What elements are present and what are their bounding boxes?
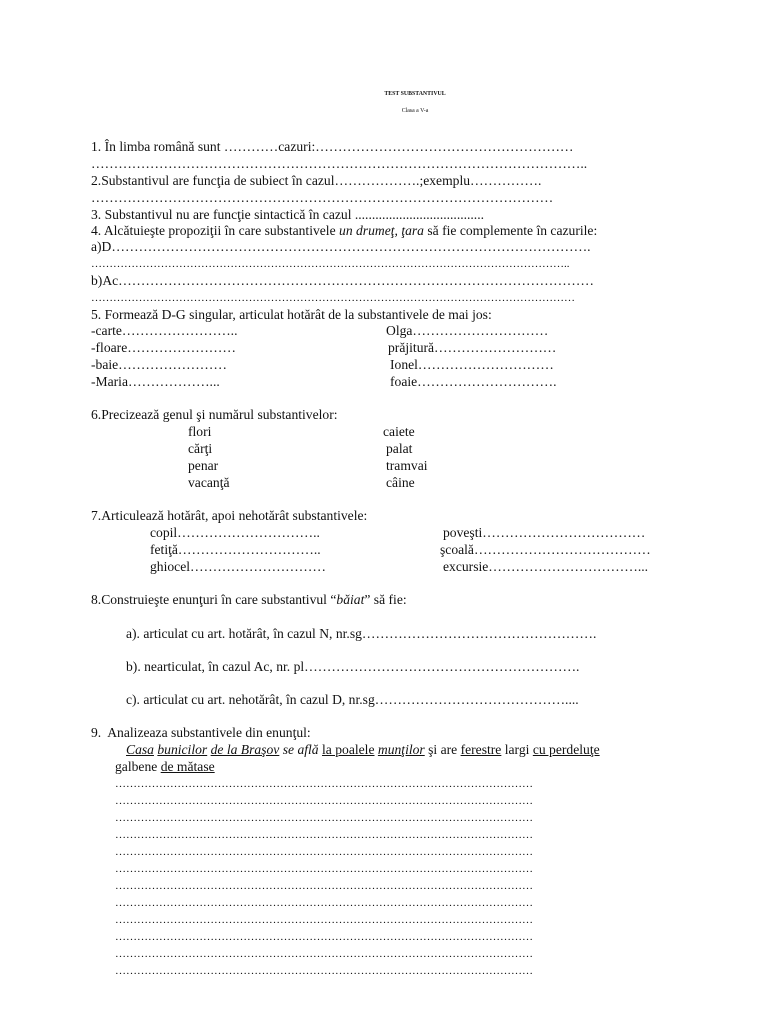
- q7-right-item: poveşti………………………………: [443, 525, 646, 540]
- q9-word: şi are: [428, 742, 458, 757]
- q9-answer-line: ……………………………………………………………………………………………………: [115, 795, 533, 807]
- q6-right-item: caiete: [383, 424, 415, 439]
- q9-word: se află: [282, 742, 319, 757]
- q5-left-item: -Maria………………...: [91, 374, 220, 389]
- q9-answer-line: ……………………………………………………………………………………………………: [115, 965, 533, 977]
- question-4-line: [91, 223, 597, 239]
- question-6-title: 6.Precizează genul şi numărul substantivelor:: [91, 407, 338, 422]
- question-4-suffix: să fie complemente în cazurile:: [423, 223, 598, 238]
- question-2-line: 2.Substantivul are funcţia de subiect în cazul……………….;exemplu…………….: [91, 173, 542, 188]
- question-4-words: un drumeţ, ţara: [339, 223, 424, 238]
- question-4-b-line: b)Ac……………………………………………………………………………………………: [91, 273, 594, 288]
- q9-sentence-line-2: [115, 759, 215, 775]
- question-8-suffix: ” să fie:: [364, 592, 407, 607]
- q9-answer-line: ……………………………………………………………………………………………………: [115, 829, 533, 841]
- q9-word: largi: [504, 742, 530, 757]
- q7-right-item: şcoală…………………………………: [440, 542, 651, 557]
- q7-left-item: fetiţă…………………………..: [150, 542, 321, 557]
- q9-answer-line: ……………………………………………………………………………………………………: [115, 778, 533, 790]
- q6-left-item: cărţi: [188, 441, 213, 456]
- q9-answer-line: ……………………………………………………………………………………………………: [115, 812, 533, 824]
- q9-answer-line: ……………………………………………………………………………………………………: [115, 914, 533, 926]
- q6-left-item: flori: [188, 424, 212, 439]
- question-1-line: 1. În limba română sunt …………cazuri:…………………………………………………: [91, 139, 574, 154]
- question-4-b-dots: ……………………………………………………………………………………………………………………: [91, 292, 575, 304]
- q8-item-c: c). articulat cu art. nehotărât, în cazul D, nr.sg……………………………………....: [126, 692, 579, 707]
- q5-right-item: prăjitură………………………: [388, 340, 557, 355]
- question-5-title: 5. Formează D-G singular, articulat hotărât de la substantivele de mai jos:: [91, 307, 492, 322]
- q9-word: cu perdeluţe: [532, 742, 600, 757]
- q9-word: bunicilor: [157, 742, 208, 757]
- q9-sentence-line-1: [126, 742, 600, 758]
- q9-answer-line: ……………………………………………………………………………………………………: [115, 880, 533, 892]
- q9-word: galbene: [115, 759, 158, 774]
- page-title: TEST SUBSTANTIVUL: [384, 91, 446, 97]
- q7-right-item: excursie……………………………...: [443, 559, 649, 574]
- q5-left-item: -carte……………………..: [91, 323, 238, 338]
- question-8-prefix: 8.Construieşte enunţuri în care substantivul “: [91, 592, 337, 607]
- question-4-a-dots: …………………………………………………………………………………………………………………..: [91, 258, 570, 270]
- q6-left-item: penar: [188, 458, 219, 473]
- question-9-title: 9. Analizeaza substantivele din enunţul:: [91, 725, 311, 740]
- q8-item-a: a). articulat cu art. hotărât, în cazul N, nr.sg…………………………………………….: [126, 626, 597, 641]
- q9-word: la poalele: [322, 742, 375, 757]
- q9-answer-line: ……………………………………………………………………………………………………: [115, 863, 533, 875]
- q5-right-item: foaie………………………….: [390, 374, 557, 389]
- q6-right-item: tramvai: [386, 458, 428, 473]
- q6-left-item: vacanţă: [188, 475, 230, 490]
- q9-word: de mătase: [160, 759, 215, 774]
- page-subtitle: Clasa a V-a: [401, 108, 429, 114]
- q5-right-item: Olga…………………………: [386, 323, 549, 338]
- q5-right-item: Ionel…………………………: [390, 357, 554, 372]
- q5-left-item: -floare……………………: [91, 340, 236, 355]
- q9-word: munţilor: [377, 742, 425, 757]
- q6-right-item: câine: [386, 475, 415, 490]
- question-4-a-line: a)D…………………………………………………………………………………………….: [91, 239, 591, 254]
- question-7-title: 7.Articulează hotărât, apoi nehotărât substantivele:: [91, 508, 368, 523]
- q9-word: ferestre: [460, 742, 502, 757]
- question-8-title: [91, 592, 407, 608]
- q5-left-item: -baie……………………: [91, 357, 227, 372]
- q9-answer-line: ……………………………………………………………………………………………………: [115, 931, 533, 943]
- question-1-dots: ………………………………………………………………………………………………..: [91, 156, 588, 171]
- q9-answer-line: ……………………………………………………………………………………………………: [115, 897, 533, 909]
- q9-answer-line: ……………………………………………………………………………………………………: [115, 846, 533, 858]
- question-3-line: 3. Substantivul nu are funcţie sintactică în cazul ......................................: [91, 207, 485, 222]
- q7-left-item: ghiocel…………………………: [150, 559, 326, 574]
- q9-answer-line: ……………………………………………………………………………………………………: [115, 948, 533, 960]
- q9-word: Casa: [126, 742, 154, 757]
- q7-left-item: copil…………………………..: [150, 525, 320, 540]
- q9-word: de la Braşov: [210, 742, 280, 757]
- question-8-word: băiat: [336, 592, 365, 607]
- q8-item-b: b). nearticulat, în cazul Ac, nr. pl…………………………………………………….: [126, 659, 580, 674]
- question-2-dots: …………………………………………………………………………………………: [91, 190, 554, 205]
- question-4-prefix: 4. Alcătuieşte propoziţii în care substantivele: [91, 223, 340, 238]
- q6-right-item: palat: [386, 441, 413, 456]
